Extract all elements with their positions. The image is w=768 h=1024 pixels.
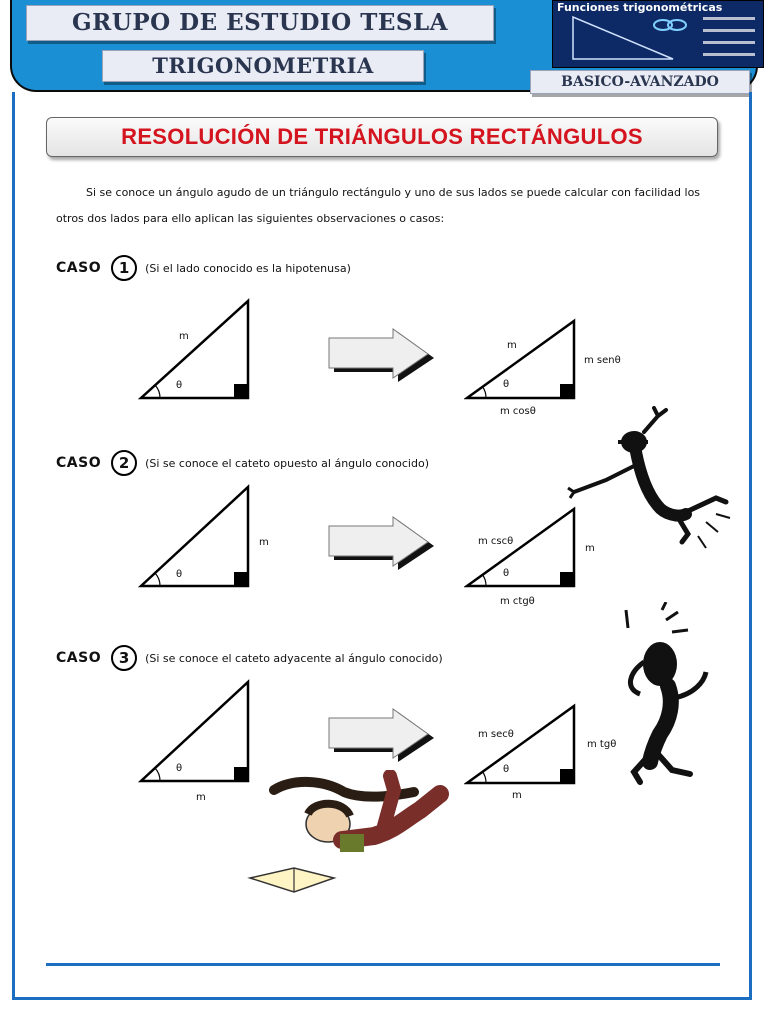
case-3-arrow-icon (326, 708, 438, 764)
case-2-result-hyp-label: m cscθ (478, 536, 514, 547)
case-number: 2 (111, 450, 137, 476)
case-2-given-side-label: m (259, 537, 269, 548)
thumbnail-title: Funciones trigonométricas (557, 1, 723, 14)
case-3-result-opposite-label: m tgθ (587, 739, 617, 750)
intro-text: Si se conoce un ángulo agudo de un triángulo rectángulo y uno de sus lados se puede calcular con facilidad los otros dos lados para ello aplican las siguientes observaciones o casos: (56, 186, 701, 225)
case-3-given-triangle (138, 679, 253, 785)
case-2-result-triangle (464, 506, 579, 590)
case-3-heading (56, 645, 443, 671)
case-2-result-angle-label: θ (503, 568, 510, 579)
confused-stick-figure-illustration (600, 602, 720, 792)
case-2-result-adjacent-label: m ctgθ (500, 596, 535, 607)
page-frame-bottom (12, 997, 752, 1000)
case-1-given-hyp-label: m (179, 331, 189, 342)
case-2-given-angle-label: θ (176, 569, 183, 580)
case-word: CASO (56, 455, 102, 471)
case-3-result-hyp-label: m secθ (478, 729, 514, 740)
header-level: BASICO-AVANZADO (530, 70, 750, 94)
case-1-result-triangle (464, 318, 579, 402)
case-1-given-angle-label: θ (176, 380, 183, 391)
page-title: RESOLUCIÓN DE TRIÁNGULOS RECTÁNGULOS (46, 117, 718, 157)
case-1-result-hyp-label: m (507, 340, 517, 351)
case-1-result-opposite-label: m senθ (584, 355, 621, 366)
case-description: (Si se conoce el cateto adyacente al ángulo conocido) (145, 651, 443, 665)
case-2-result-opposite-label: m (585, 543, 595, 554)
case-word: CASO (56, 260, 102, 276)
case-number: 3 (111, 645, 137, 671)
case-description: (Si se conoce el cateto opuesto al ángulo conocido) (145, 456, 429, 470)
case-2-arrow-icon (326, 516, 438, 572)
case-2-given-triangle (138, 484, 253, 590)
case-3-result-angle-label: θ (503, 764, 510, 775)
case-2-heading (56, 450, 429, 476)
intro-paragraph (56, 180, 722, 232)
header-subtitle: TRIGONOMETRIA (102, 50, 424, 82)
case-1-arrow-icon (326, 328, 438, 384)
case-1-result-angle-label: θ (503, 379, 510, 390)
waving-stick-figure-illustration (566, 402, 734, 552)
case-1-given-triangle (138, 298, 253, 402)
case-3-given-angle-label: θ (176, 763, 183, 774)
page-header (10, 0, 758, 92)
girl-reading-book-illustration (244, 770, 454, 896)
case-1-result-adjacent-label: m cosθ (500, 406, 536, 417)
case-3-result-triangle (464, 703, 579, 787)
page-frame-left (12, 92, 15, 1000)
header-title: GRUPO DE ESTUDIO TESLA (26, 5, 494, 41)
case-1-heading (56, 255, 351, 281)
case-word: CASO (56, 650, 102, 666)
bottom-divider (46, 963, 720, 966)
page-frame-right (749, 92, 752, 1000)
case-description: (Si el lado conocido es la hipotenusa) (145, 261, 351, 275)
case-3-result-adjacent-label: m (512, 790, 522, 801)
case-number: 1 (111, 255, 137, 281)
case-3-given-side-label: m (196, 792, 206, 803)
trig-functions-thumbnail (552, 0, 764, 68)
